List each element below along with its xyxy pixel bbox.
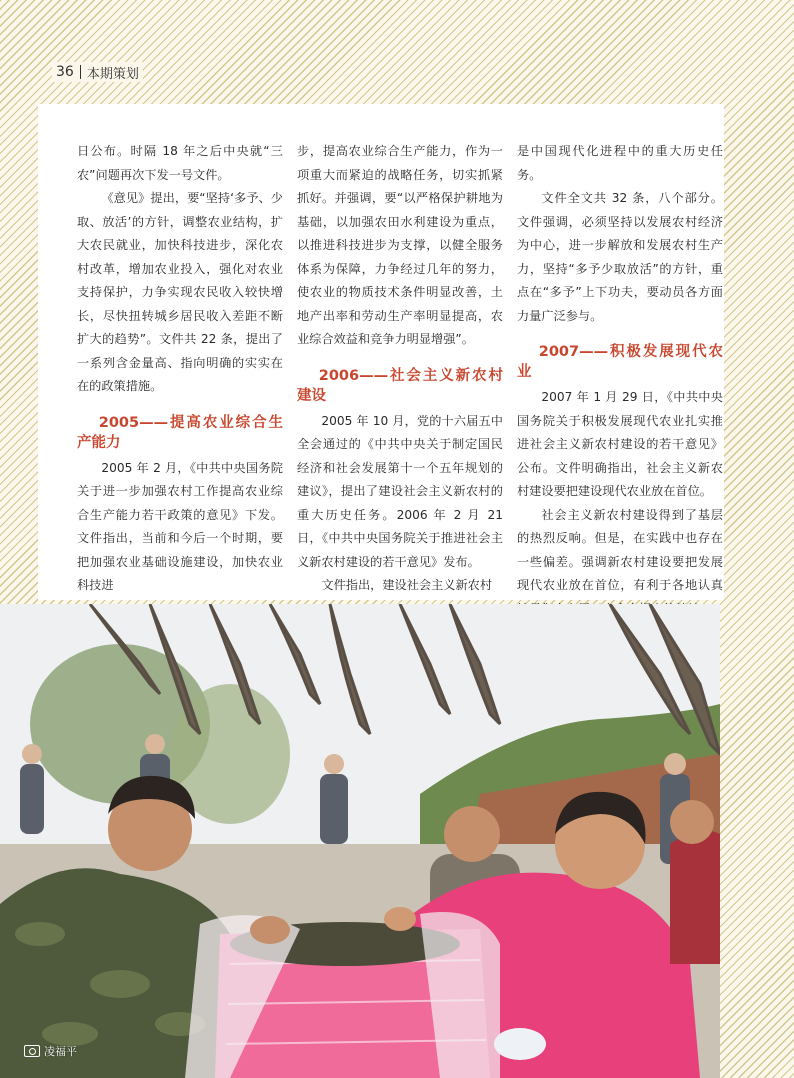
body-paragraph: 步，提高农业综合生产能力，作为一项重大而紧迫的战略任务，切实抓紧抓好。并强调，要“以严格保护耕地为基础，以加强农田水利建设为重点，以推进科技进步为支撑，以健全服务体系为保障，力争经过几年的努力，使农业的物质技术条件明显改善，土地产出率和劳动生产率明显提高，农业综合效益和竞争力明显增强”。 [297,144,503,346]
section-heading: 2007——积极发展现代农业 [517,344,723,380]
body-paragraph: 2007 年 1 月 29 日，《中共中央国务院关于积极发展现代农业扎实推进社会主义新农村建设的若干意见》公布。文件明确指出，社会主义新农村建设要把建设现代农业放在首位。 [517,390,723,498]
section-title: 本期策划 [86,66,139,82]
photo-credit [24,1043,77,1059]
text-column-3 [517,140,723,621]
body-paragraph: 《意见》提出，要“坚持‘多予、少取、放活’的方针，调整农业结构，扩大农民就业，加快科技进步，深化农村改革，增加农业投入，强化对农业支持保护，力争实现农民收入较快增长，尽快扭转城乡居民收入差距不断扩大的趋势”。文件共 22 条，提出了一系列含金量高、指向明确的实实在在的政策措施。 [77,191,283,393]
body-paragraph: 文件全文共 32 条，八个部分。文件强调，必须坚持以发展农村经济为中心，进一步解放和发展农村生产力，坚持“多予少取放活”的方针，重点在“多予”上下功夫，要动员各方面力量广泛参与。 [517,191,723,323]
body-paragraph: 2005 年 10 月，党的十六届五中全会通过的《中共中央关于制定国民经济和社会发展第十一个五年规划的建议》，提出了建设社会主义新农村的重大历史任务。2006 年 2 月 21 日，《中共中央国务院关于推进社会主义新农村建设的若干意见》发布。 [297,413,503,569]
text-column-2 [297,140,503,598]
section-heading: 2006——社会主义新农村建设 [297,367,503,404]
body-paragraph: 社会主义新农村建设得到了基层的热烈反响。但是，在实践中也存在一些偏差。强调新农村建设要把发展现代农业放在首位，有利于各地认真 [517,507,723,592]
page-header [52,62,143,82]
body-paragraph: 日公布。时隔 18 年之后中央就“三农”问题再次下发一号文件。 [77,144,283,182]
text-column-1 [77,140,283,598]
photographer-name: 凌福平 [44,1045,77,1058]
header-divider [80,65,81,79]
body-paragraph: 2005 年 2 月，《中共中央国务院关于进一步加强农村工作提高农业综合生产能力若干政策的意见》下发。文件指出，当前和今后一个时期，要把加强农业基础设施建设，加快农业科技进 [77,460,283,592]
body-paragraph: 是中国现代化进程中的重大历史任务。 [517,144,723,182]
page-number: 36 [56,64,74,80]
camera-icon [24,1045,40,1057]
section-heading: 2005——提高农业综合生产能力 [77,414,283,451]
market-photo [0,604,720,1078]
body-paragraph: 文件指出，建设社会主义新农村 [321,578,493,592]
